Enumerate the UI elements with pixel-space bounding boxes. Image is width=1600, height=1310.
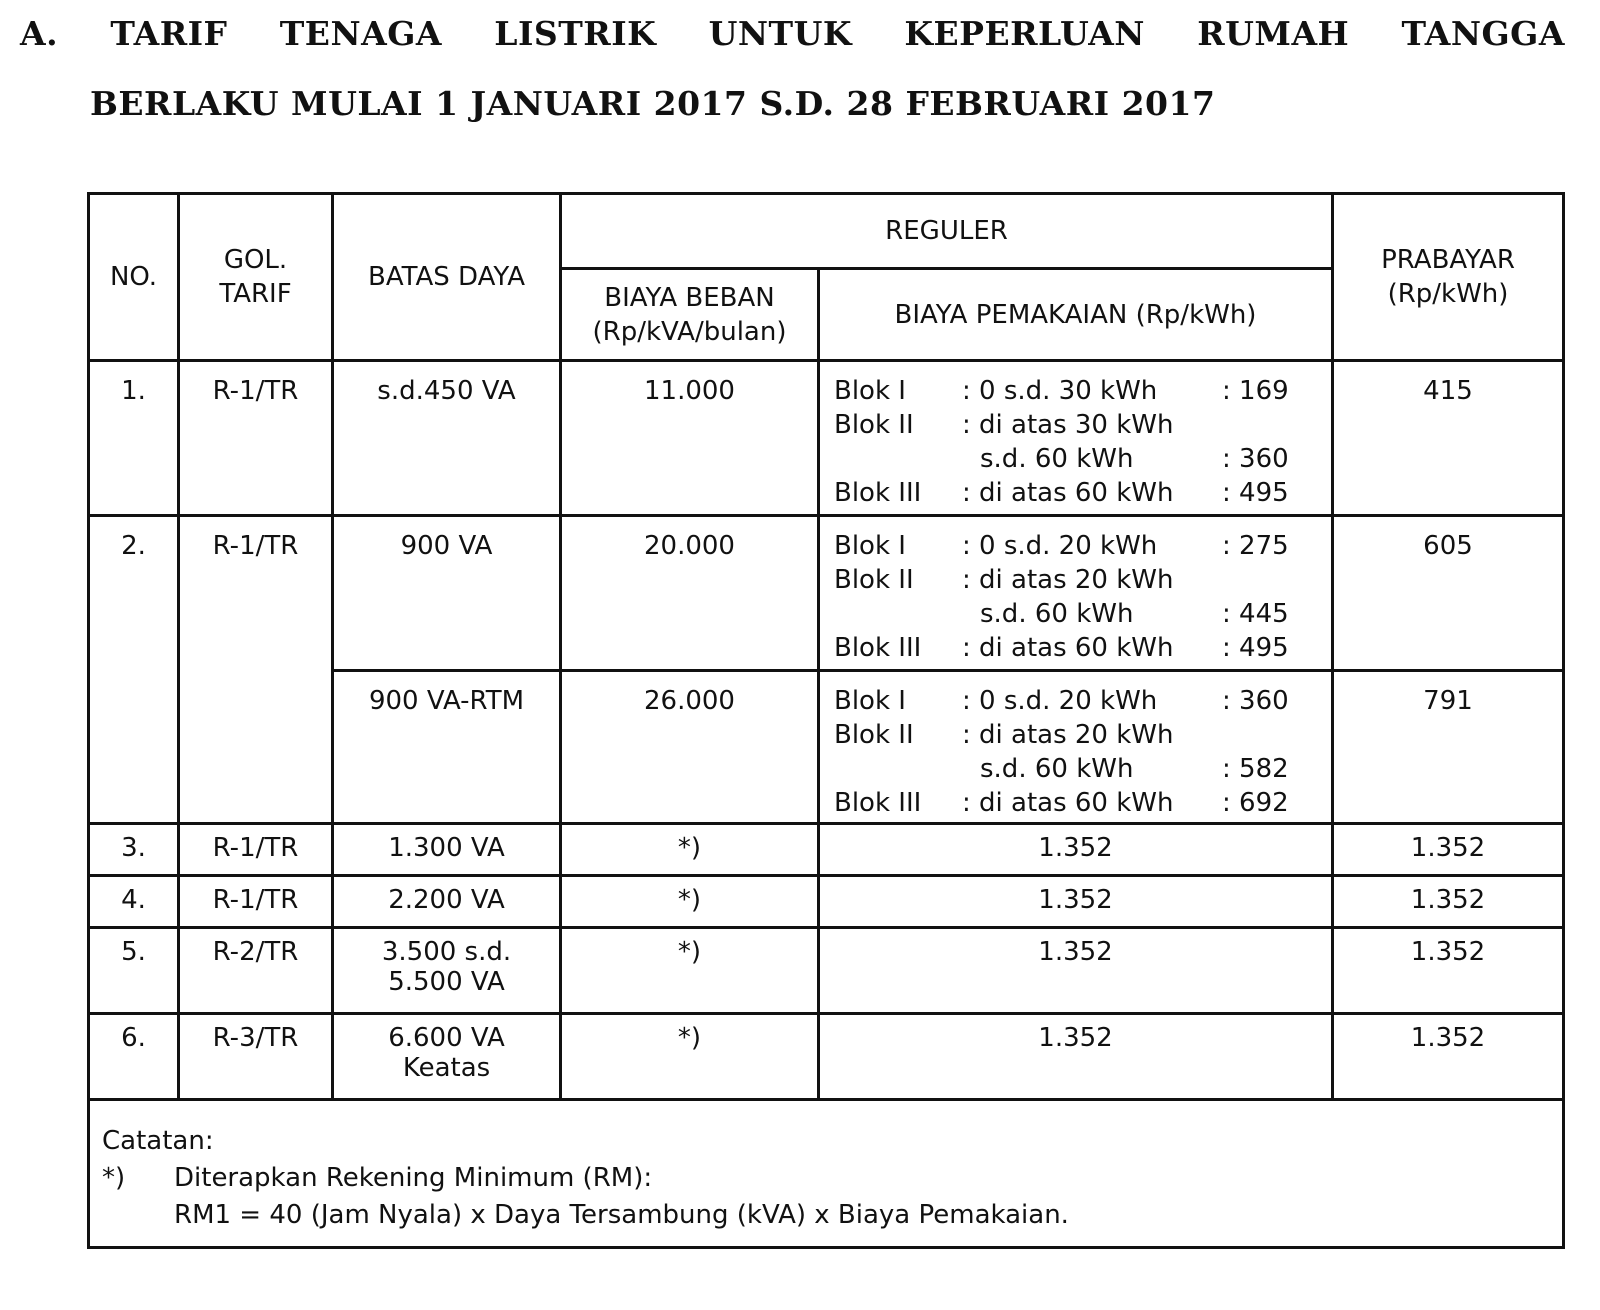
title-word: KEPERLUAN xyxy=(904,14,1145,53)
title-word: TANGGA xyxy=(1401,14,1565,53)
cell-prabayar: 605 xyxy=(1333,516,1564,671)
blok-line xyxy=(834,597,1331,631)
blok-label xyxy=(834,442,962,476)
table-row xyxy=(89,876,1564,928)
blok-label: Blok III xyxy=(834,788,922,818)
title-line-1 xyxy=(20,8,1565,60)
cell-biaya-beban: *) xyxy=(561,928,819,1014)
blok-label: Blok II xyxy=(834,565,914,595)
blok-tariff xyxy=(1222,718,1312,752)
cell-gol: R-3/TR xyxy=(179,1014,333,1100)
note-line xyxy=(102,1160,1550,1197)
blok-line xyxy=(834,786,1331,820)
cell-prabayar: 1.352 xyxy=(1333,876,1564,928)
title-line-2: BERLAKU MULAI 1 JANUARI 2017 S.D. 28 FEBRUARI 2017 xyxy=(90,84,1216,123)
blok-line xyxy=(834,529,1331,563)
cell-batas-daya-line2: Keatas xyxy=(402,1053,491,1083)
table-row xyxy=(89,361,1564,516)
cell-batas-daya-line1: 3.500 s.d. xyxy=(381,937,512,967)
title-word: LISTRIK xyxy=(494,14,657,53)
header-biaya-beban xyxy=(561,269,819,361)
note-line xyxy=(102,1197,1550,1234)
blok-range: : di atas 60 kWh xyxy=(962,788,1174,818)
cell-biaya-beban: *) xyxy=(561,876,819,928)
blok-line xyxy=(834,752,1331,786)
cell-no: 4. xyxy=(89,876,179,928)
blok-range: : 0 s.d. 20 kWh xyxy=(962,686,1158,716)
blok-line xyxy=(834,718,1331,752)
cell-biaya-pemakaian xyxy=(819,361,1333,516)
header-biaya-beban-line1: BIAYA BEBAN xyxy=(604,282,775,313)
blok-range: : di atas 20 kWh xyxy=(962,565,1174,595)
blok-range: : di atas 60 kWh xyxy=(962,633,1174,663)
header-biaya-pemakaian: BIAYA PEMAKAIAN (Rp/kWh) xyxy=(819,269,1333,361)
blok-range: : di atas 30 kWh xyxy=(962,410,1174,440)
cell-prabayar: 1.352 xyxy=(1333,928,1564,1014)
cell-batas-daya-line1: 1.300 VA xyxy=(388,833,505,863)
cell-biaya-pemakaian: 1.352 xyxy=(819,876,1333,928)
header-prabayar-line2: (Rp/kWh) xyxy=(1387,279,1509,309)
cell-biaya-pemakaian: 1.352 xyxy=(819,1014,1333,1100)
blok-range: s.d. 60 kWh xyxy=(980,599,1134,629)
blok-line xyxy=(834,563,1331,597)
title-word: RUMAH xyxy=(1197,14,1350,53)
cell-batas-daya: s.d.450 VA xyxy=(333,361,561,516)
blok-range: s.d. 60 kWh xyxy=(980,754,1134,784)
cell-no: 5. xyxy=(89,928,179,1014)
blok-label: Blok I xyxy=(834,376,906,406)
cell-biaya-pemakaian xyxy=(819,671,1333,824)
tariff-table xyxy=(87,192,1565,1249)
cell-no: 2. xyxy=(89,516,179,824)
cell-no: 6. xyxy=(89,1014,179,1100)
blok-line xyxy=(834,408,1331,442)
table-row xyxy=(89,824,1564,876)
blok-label: Blok II xyxy=(834,410,914,440)
cell-biaya-beban: 26.000 xyxy=(561,671,819,824)
blok-label: Blok III xyxy=(834,478,922,508)
note-marker: *) xyxy=(102,1163,126,1193)
cell-batas-daya xyxy=(333,824,561,876)
note-text: Diterapkan Rekening Minimum (RM): xyxy=(174,1163,653,1193)
cell-prabayar: 791 xyxy=(1333,671,1564,824)
cell-batas-daya-line2: 5.500 VA xyxy=(388,967,505,997)
blok-tariff: : 360 xyxy=(1222,686,1289,716)
title-word: TARIF xyxy=(110,14,228,53)
cell-no: 3. xyxy=(89,824,179,876)
cell-batas-daya-line1: 2.200 VA xyxy=(388,885,505,915)
blok-tariff: : 169 xyxy=(1222,376,1289,406)
blok-label: Blok I xyxy=(834,531,906,561)
title-word: UNTUK xyxy=(708,14,853,53)
blok-label xyxy=(834,597,962,631)
cell-gol: R-1/TR xyxy=(179,876,333,928)
blok-label xyxy=(834,752,962,786)
header-gol-tarif-line2: TARIF xyxy=(219,279,292,309)
cell-prabayar: 1.352 xyxy=(1333,1014,1564,1100)
blok-tariff: : 275 xyxy=(1222,531,1289,561)
cell-batas-daya xyxy=(333,876,561,928)
cell-biaya-beban: 20.000 xyxy=(561,516,819,671)
cell-gol: R-1/TR xyxy=(179,824,333,876)
header-gol-tarif xyxy=(179,194,333,361)
cell-gol: R-2/TR xyxy=(179,928,333,1014)
blok-range: : 0 s.d. 20 kWh xyxy=(962,531,1158,561)
title-word: TENAGA xyxy=(279,14,443,53)
note-heading: Catatan: xyxy=(102,1126,214,1156)
note-cell xyxy=(89,1100,1564,1248)
cell-biaya-beban: 11.000 xyxy=(561,361,819,516)
blok-range: : di atas 20 kWh xyxy=(962,720,1174,750)
blok-tariff: : 445 xyxy=(1222,599,1289,629)
blok-tariff: : 360 xyxy=(1222,444,1289,474)
cell-batas-daya xyxy=(333,928,561,1014)
cell-batas-daya-line1: 6.600 VA xyxy=(388,1023,505,1053)
blok-tariff: : 692 xyxy=(1222,788,1289,818)
table-row xyxy=(89,516,1564,671)
table-row xyxy=(89,928,1564,1014)
blok-tariff: : 495 xyxy=(1222,478,1289,508)
blok-tariff: : 495 xyxy=(1222,633,1289,663)
blok-range: : 0 s.d. 30 kWh xyxy=(962,376,1158,406)
cell-gol: R-1/TR xyxy=(179,516,333,824)
blok-range: s.d. 60 kWh xyxy=(980,444,1134,474)
cell-biaya-pemakaian xyxy=(819,516,1333,671)
cell-biaya-pemakaian: 1.352 xyxy=(819,824,1333,876)
header-no: NO. xyxy=(89,194,179,361)
blok-tariff: : 582 xyxy=(1222,754,1289,784)
blok-label: Blok II xyxy=(834,720,914,750)
header-reguler: REGULER xyxy=(561,194,1333,269)
cell-no: 1. xyxy=(89,361,179,516)
title-prefix: A. xyxy=(20,14,59,53)
cell-batas-daya: 900 VA-RTM xyxy=(333,671,561,824)
cell-biaya-beban: *) xyxy=(561,824,819,876)
blok-label: Blok III xyxy=(834,633,922,663)
table-row xyxy=(89,1014,1564,1100)
blok-line xyxy=(834,684,1331,718)
document-title xyxy=(20,8,1565,130)
cell-prabayar: 415 xyxy=(1333,361,1564,516)
blok-line xyxy=(834,631,1331,665)
cell-biaya-pemakaian: 1.352 xyxy=(819,928,1333,1014)
cell-prabayar: 1.352 xyxy=(1333,824,1564,876)
blok-label: Blok I xyxy=(834,686,906,716)
blok-range: : di atas 60 kWh xyxy=(962,478,1174,508)
blok-line xyxy=(834,374,1331,408)
header-biaya-beban-line2: (Rp/kVA/bulan) xyxy=(592,316,787,347)
header-batas-daya: BATAS DAYA xyxy=(333,194,561,361)
header-gol-tarif-line1: GOL. xyxy=(223,245,288,275)
header-prabayar xyxy=(1333,194,1564,361)
cell-biaya-beban: *) xyxy=(561,1014,819,1100)
blok-tariff xyxy=(1222,408,1312,442)
note-formula: RM1 = 40 (Jam Nyala) x Daya Tersambung (kVA) x Biaya Pemakaian. xyxy=(174,1200,1069,1230)
cell-batas-daya: 900 VA xyxy=(333,516,561,671)
cell-gol: R-1/TR xyxy=(179,361,333,516)
blok-line xyxy=(834,442,1331,476)
header-prabayar-line1: PRABAYAR xyxy=(1381,245,1515,275)
cell-batas-daya xyxy=(333,1014,561,1100)
blok-line xyxy=(834,476,1331,510)
blok-tariff xyxy=(1222,563,1312,597)
